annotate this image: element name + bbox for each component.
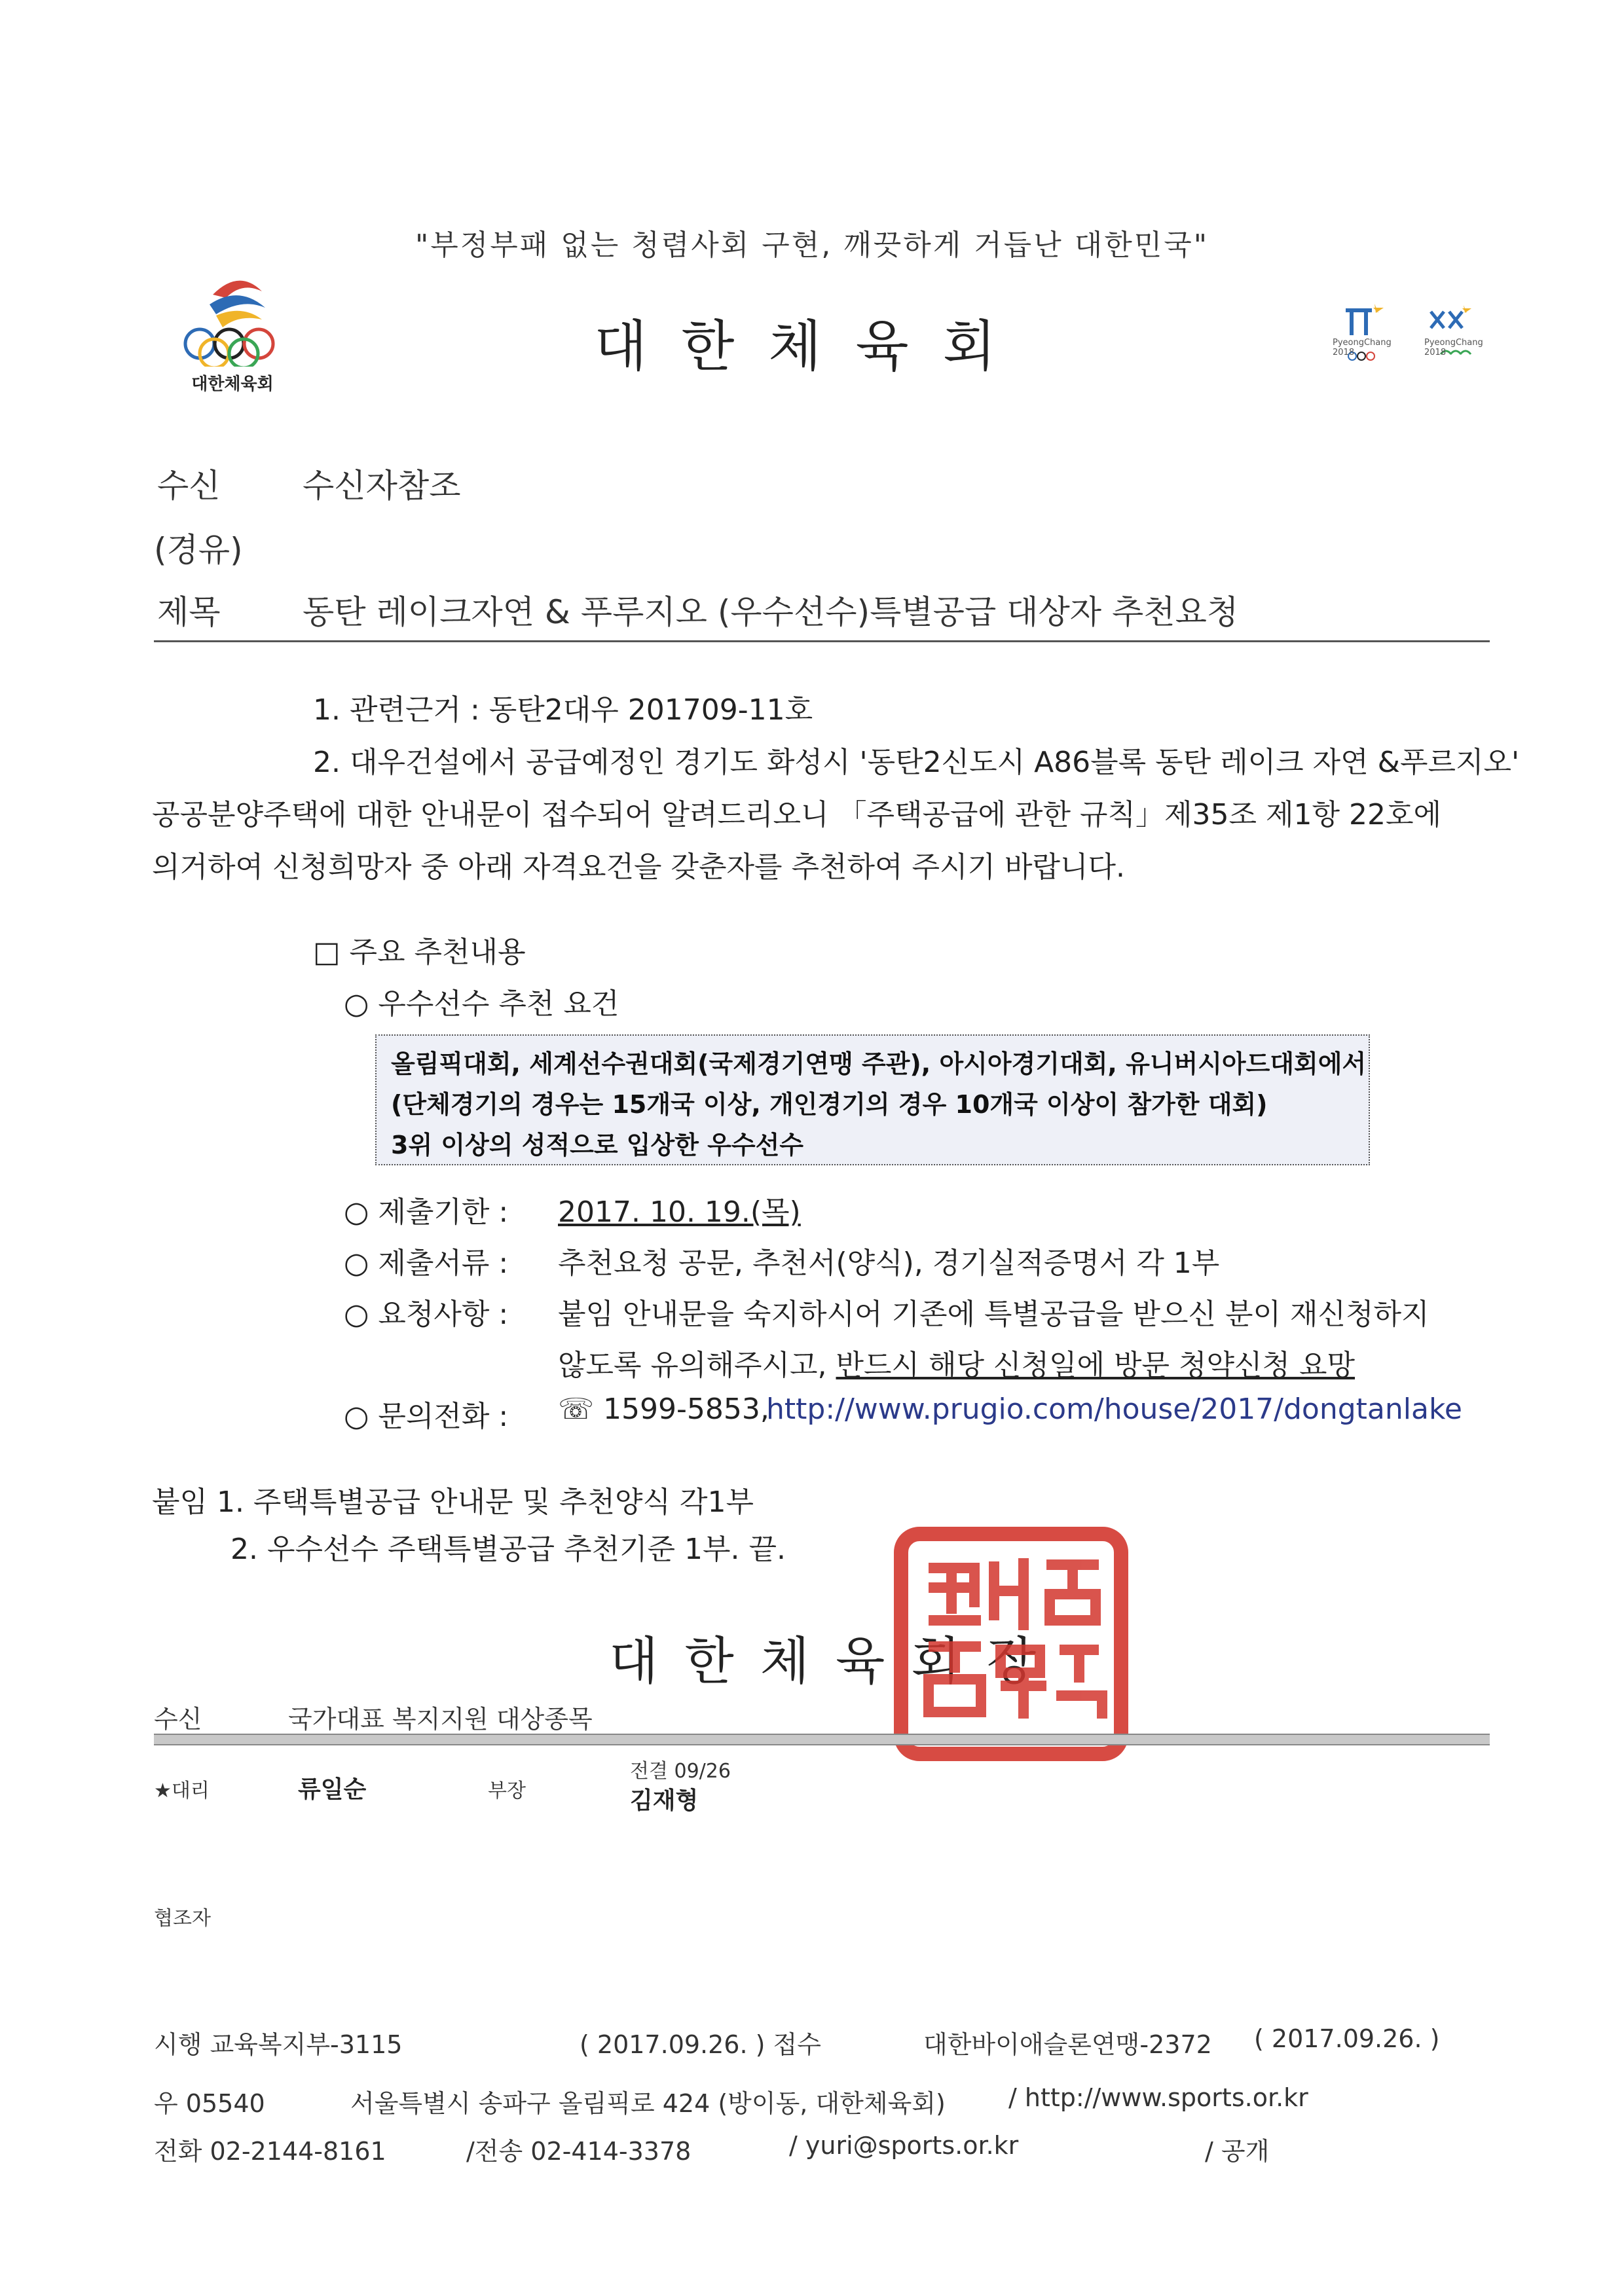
distribution-value: 국가대표 복지지원 대상종목	[288, 1705, 593, 1734]
manager-label: 부장	[488, 1779, 526, 1802]
documents-label: ○ 제출서류 :	[344, 1247, 509, 1280]
reference-item: 1. 관련근거 : 동탄2대우 201709-11호	[313, 693, 813, 727]
via-label: (경유)	[154, 531, 243, 569]
attachment-line-1: 붙임 1. 주택특별공급 안내문 및 추천양식 각1부	[152, 1485, 754, 1519]
notice-line-1: 2. 대우건설에서 공급예정인 경기도 화성시 '동탄2신도시 A86블록 동탄 레이크 자연 &푸르지오'	[313, 746, 1520, 779]
logo-right-caption-paralympic: PyeongChang 2018	[1424, 338, 1483, 357]
notice-line-3: 의거하여 신청희망자 중 아래 자격요건을 갖춘자를 추천하여 주시기 바랍니다.	[152, 850, 1126, 884]
document-title: 대한체육회	[594, 314, 1030, 378]
enforcement-date: ( 2017.09.26. ) 접수	[580, 2030, 821, 2059]
disclosure-status: / 공개	[1205, 2137, 1270, 2166]
subject-label: 제목	[157, 593, 221, 631]
contact-label: ○ 문의전화 :	[344, 1400, 509, 1433]
website-link[interactable]: / http://www.sports.or.kr	[1008, 2083, 1308, 2112]
section-title: □ 주요 추천내용	[313, 936, 526, 969]
requirement-line-1: 올림픽대회, 세계선수권대회(국제경기연맹 주관), 아시아경기대회, 유니버시아드대회에서	[391, 1049, 1367, 1078]
request-label: ○ 요청사항 :	[344, 1298, 509, 1331]
email-link[interactable]: / yuri@sports.or.kr	[789, 2131, 1019, 2160]
address: 서울특별시 송파구 올림픽로 424 (방이동, 대한체육회)	[350, 2089, 946, 2118]
official-seal	[889, 1522, 1133, 1766]
subject-value: 동탄 레이크자연 & 푸루지오 (우수선수)특별공급 대상자 추천요청	[303, 593, 1239, 631]
receipt-number: 대한바이애슬론연맹-2372	[923, 2030, 1212, 2059]
logo-caption: 대한체육회	[191, 374, 274, 394]
fax-number: /전송 02-414-3378	[466, 2137, 692, 2166]
pyeongchang-2018-logos	[1333, 299, 1503, 371]
request-line-2	[558, 1341, 1355, 1383]
documents-value: 추천요청 공문, 추천서(양식), 경기실적증명서 각 1부	[558, 1247, 1220, 1280]
notice-line-2: 공공분양주택에 대한 안내문이 접수되어 알려드리오니 「주택공급에 관한 규칙」제35조 제1항 22호에	[152, 798, 1441, 831]
final-approver-name: 김재형	[630, 1787, 699, 1814]
subject-divider	[154, 640, 1490, 642]
receipt-date: ( 2017.09.26. )	[1254, 2024, 1440, 2053]
slogan: "부정부패 없는 청렴사회 구현, 깨끗하게 거듭난 대한민국"	[415, 228, 1209, 262]
approval-divider	[154, 1734, 1490, 1745]
requirement-subtitle: ○ 우수선수 추천 요건	[344, 987, 619, 1021]
final-approval-note: 전결 09/26	[630, 1760, 731, 1783]
deadline-label: ○ 제출기한 :	[344, 1195, 509, 1229]
recipient-value: 수신자참조	[303, 467, 461, 505]
cooperator-label: 협조자	[154, 1907, 211, 1930]
distribution-label: 수신	[154, 1705, 202, 1734]
deadline-value: 2017. 10. 19.(목)	[558, 1195, 801, 1229]
requirement-box	[375, 1034, 1370, 1165]
request-line-1: 붙임 안내문을 숙지하시어 기존에 특별공급을 받으신 분이 재신청하지	[558, 1298, 1430, 1331]
logo-right-caption-olympic: PyeongChang 2018	[1333, 338, 1392, 357]
request-line-2-emphasis: 반드시 해당 신청일에 방문 청약신청 요망	[836, 1349, 1355, 1382]
request-line-2-plain: 않도록 유의해주시고,	[558, 1349, 836, 1382]
signature-title: 대한체육회장	[609, 1632, 1063, 1691]
enforcement-number: 시행 교육복지부-3115	[154, 2030, 403, 2059]
contact-url-link[interactable]: http://www.prugio.com/house/2017/dongtanlake	[766, 1393, 1462, 1426]
deputy-label: ★대리	[154, 1779, 210, 1802]
attachment-line-2: 2. 우수선수 주택특별공급 추천기준 1부. 끝.	[231, 1533, 786, 1566]
phone-number: 전화 02-2144-8161	[154, 2137, 386, 2166]
requirement-line-2: (단체경기의 경우는 15개국 이상, 개인경기의 경우 10개국 이상이 참가한 대회)	[391, 1090, 1268, 1119]
contact-phone: ☏ 1599-5853,	[558, 1393, 769, 1426]
recipient-label: 수신	[157, 467, 221, 505]
postal-code: 우 05540	[154, 2089, 265, 2118]
requirement-line-3: 3위 이상의 성적으로 입상한 우수선수	[391, 1131, 803, 1159]
deputy-name: 류일순	[298, 1776, 367, 1803]
